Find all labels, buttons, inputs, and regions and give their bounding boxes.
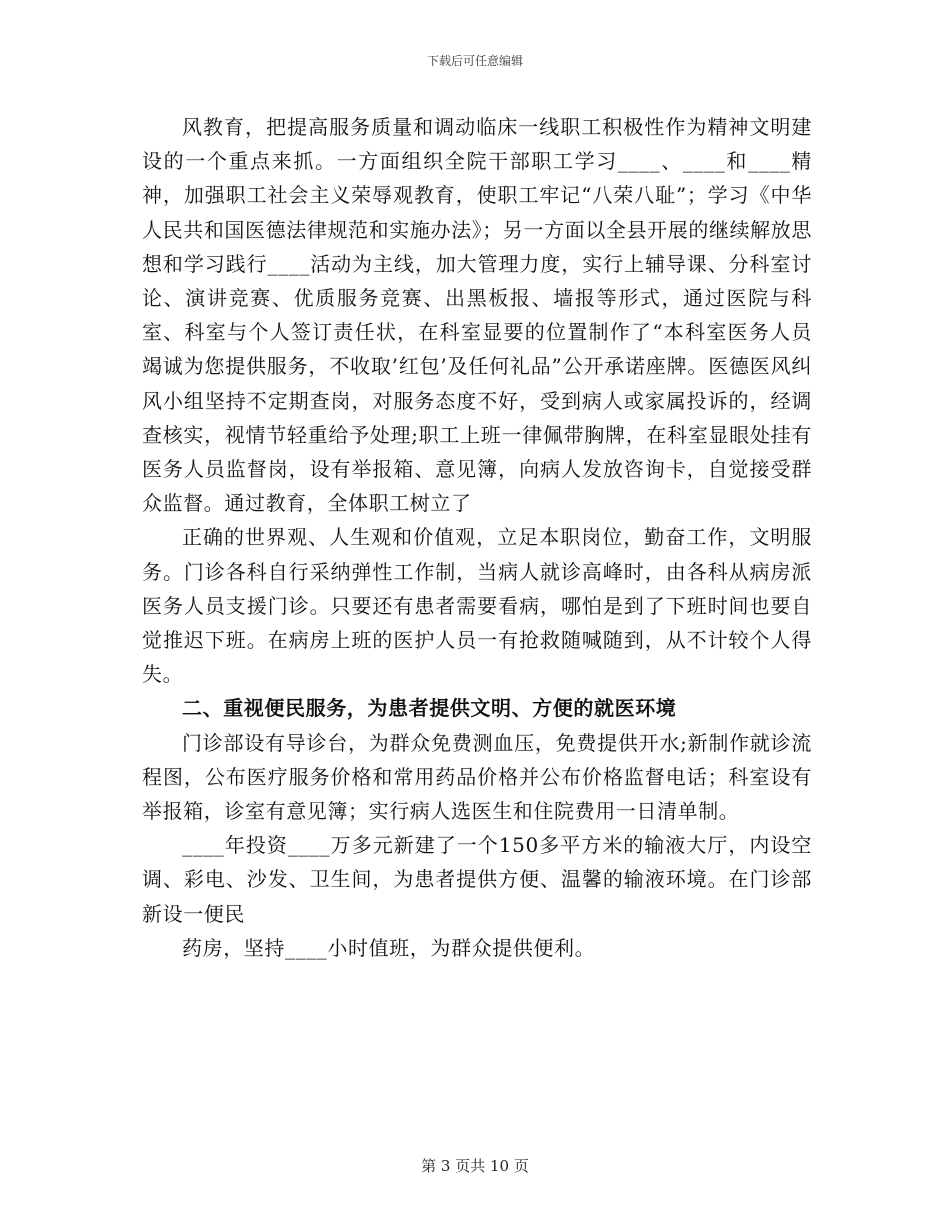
paragraph-1: 风教育，把提高服务质量和调动临床一线职工积极性作为精神文明建设的一个重点来抓。一方面组织全院干部职工学习____、____和____精神，加强职工社会主义荣辱观教育，使职工牢记“八荣八耻”；学习《中华人民共和国医德法律规范和实施办法》；另一方面以全县开展的继续解放思想和学习践行____活动为主线，加大管理力度，实行上辅导课、分科室讨论、演讲竞赛、优质服务竞赛、出黑板报、墙报等形式，通过医院与科室、科室与个人签订责任状，在科室显要的位置制作了“本科室医务人员竭诚为您提供服务，不收取’红包’及任何礼品”公开承诺座牌。医德医风纠风小组坚持不定期查岗，对服务态度不好，受到病人或家属投诉的，经调查核实，视情节轻重给予处理;职工上班一律佩带胸牌，在科室显眼处挂有医务人员监督岗，设有举报箱、意见簿，向病人发放咨询卡，自觉接受群众监督。通过教育，全体职工树立了 [142, 115, 812, 516]
document-body [142, 110, 812, 965]
paragraph-3: 门诊部设有导诊台，为群众免费测血压，免费提供开水;新制作就诊流程图，公布医疗服务价格和常用药品价格并公布价格监督电话；科室设有举报箱，诊室有意见簿；实行病人选医生和住院费用一日清单制。 [142, 730, 812, 824]
page-header: 下载后可任意编辑 [426, 54, 523, 68]
paragraph-2: 正确的世界观、人生观和价值观，立足本职岗位，勤奋工作，文明服务。门诊各科自行采纳弹性工作制，当病人就诊高峰时，由各科从病房派医务人员支援门诊。只要还有患者需要看病，哪怕是到了下班时间也要自觉推迟下班。在病房上班的医护人员一有抢救随喊随到，从不计较个人得失。 [142, 525, 812, 687]
paragraph-4: ____年投资____万多元新建了一个150多平方米的输液大厅，内设空调、彩电、沙发、卫生间，为患者提供方便、温馨的输液环境。在门诊部新设一便民 [142, 833, 812, 926]
page-number: 第 3 页共 10 页 [421, 1157, 529, 1175]
paragraph-5: 药房，坚持____小时值班，为群众提供便利。 [182, 935, 596, 960]
section-heading: 二、重视便民服务，为患者提供文明、方便的就医环境 [182, 696, 677, 721]
